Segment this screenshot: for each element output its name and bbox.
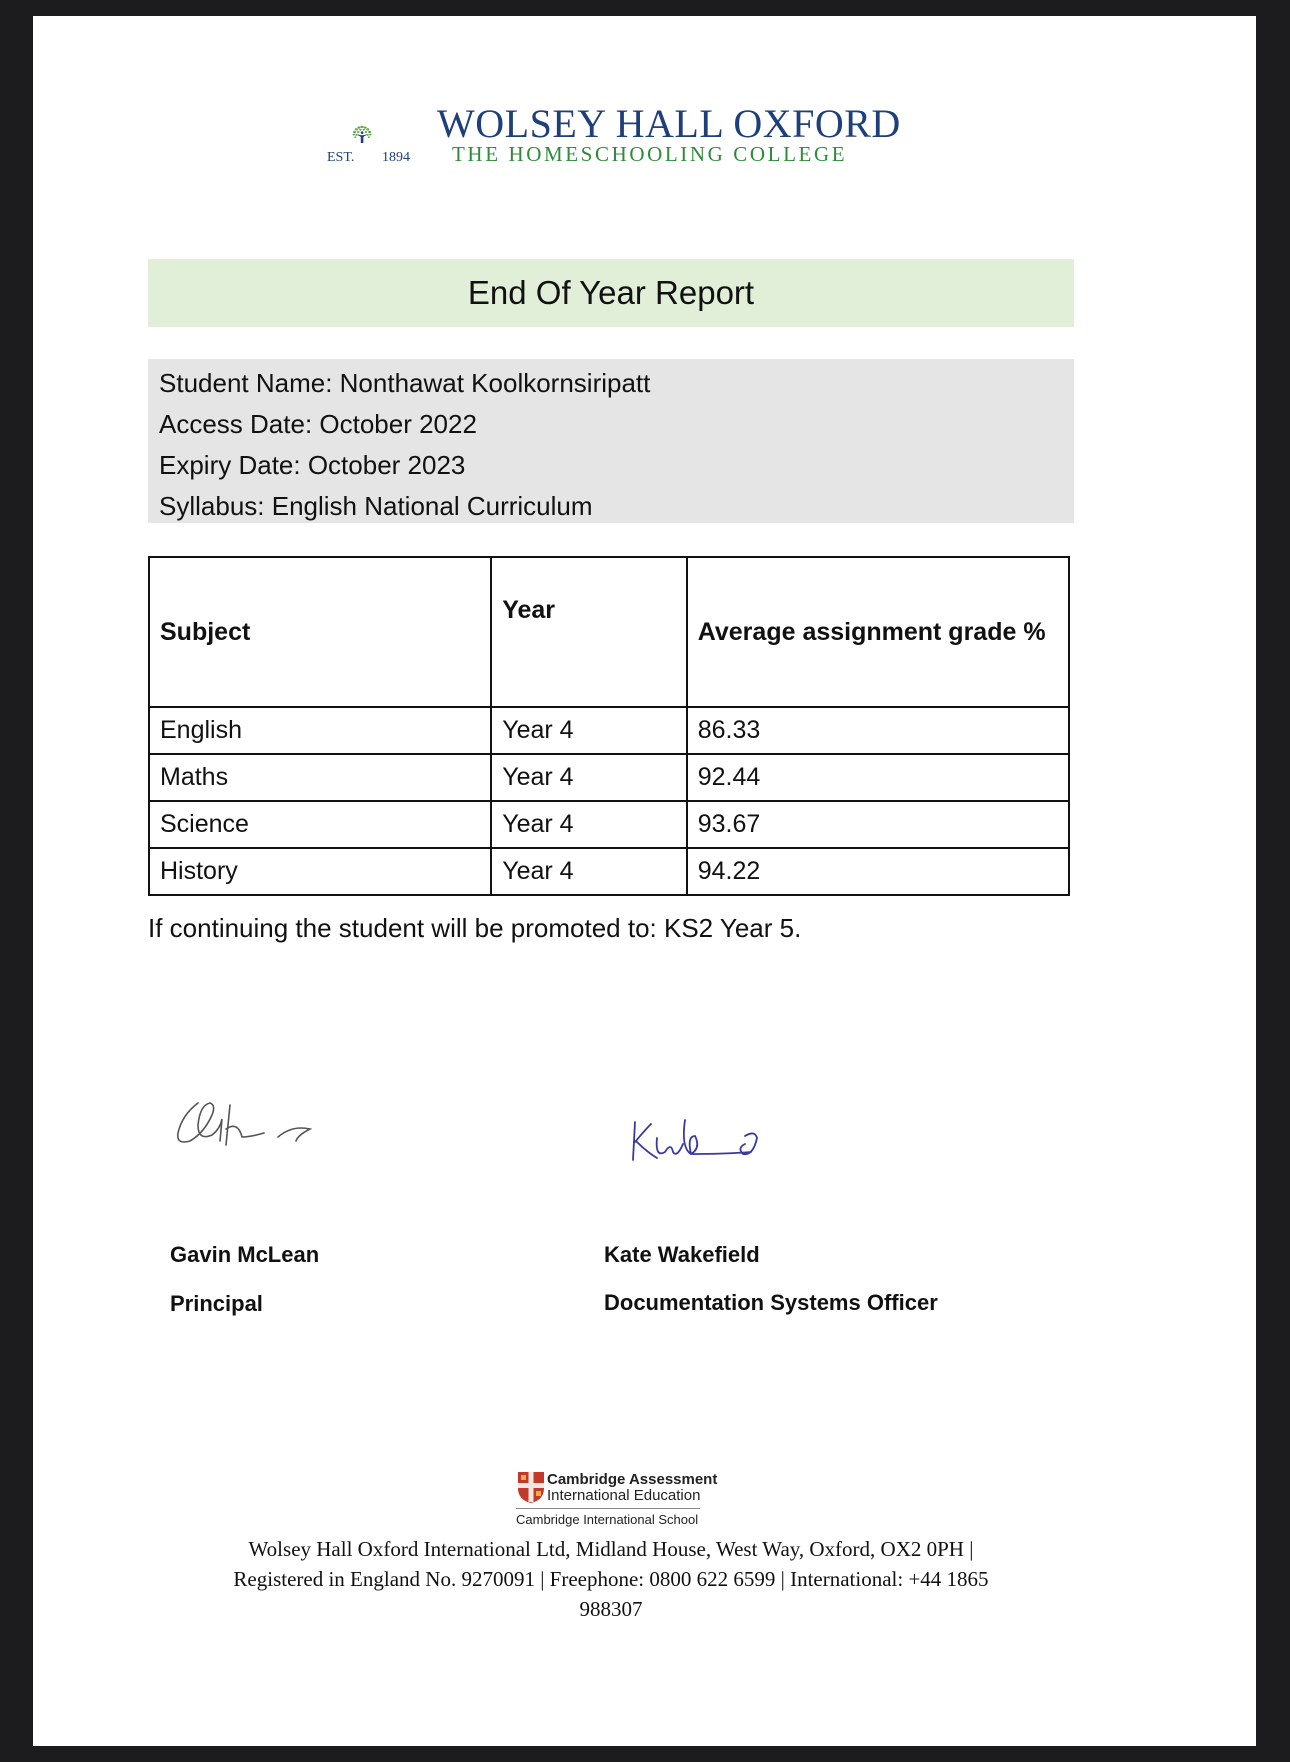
year-cell: Year 4	[491, 848, 687, 895]
student-name: Student Name: Nonthawat Koolkornsiripatt	[159, 368, 651, 398]
table-row	[149, 848, 1069, 895]
logo-est-label: EST.	[327, 150, 355, 165]
header-year: Year	[491, 557, 687, 707]
signature-documentation-officer	[595, 1108, 795, 1178]
subject-cell: English	[149, 707, 491, 754]
report-title-band	[148, 259, 1074, 327]
year-cell: Year 4	[491, 707, 687, 754]
syllabus: Syllabus: English National Curriculum	[159, 491, 593, 521]
subject-cell: Science	[149, 801, 491, 848]
year-cell: Year 4	[491, 754, 687, 801]
report-title: End Of Year Report	[467, 274, 755, 311]
table-row	[149, 754, 1069, 801]
logo-est-year: 1894	[382, 150, 410, 165]
grade-cell: 86.33	[687, 707, 1069, 754]
footer-line: Wolsey Hall Oxford International Ltd, Midland House, West Way, Oxford, OX2 0PH |	[248, 1537, 974, 1561]
cambridge-divider	[516, 1508, 700, 1509]
officer-name: Kate Wakefield	[604, 1242, 760, 1267]
expiry-date: Expiry Date: October 2023	[159, 450, 466, 480]
access-date: Access Date: October 2022	[159, 409, 477, 439]
grade-cell: 92.44	[687, 754, 1069, 801]
grade-cell: 93.67	[687, 801, 1069, 848]
subject-cell: History	[149, 848, 491, 895]
principal-role: Principal	[170, 1291, 263, 1316]
cambridge-line-1: Cambridge Assessment	[547, 1471, 718, 1488]
officer-role: Documentation Systems Officer	[604, 1290, 938, 1315]
signature-principal	[160, 1075, 350, 1165]
logo-tagline: THE HOMESCHOOLING COLLEGE	[452, 142, 848, 166]
cambridge-line-2: International Education	[547, 1487, 701, 1504]
cambridge-line-3: Cambridge International School	[516, 1512, 699, 1527]
table-header-row	[149, 557, 1069, 707]
grades-table	[148, 556, 1070, 896]
table-row	[149, 707, 1069, 754]
grade-cell: 94.22	[687, 848, 1069, 895]
subject-cell: Maths	[149, 754, 491, 801]
header-average-grade: Average assignment grade %	[687, 557, 1069, 707]
footer-line: Registered in England No. 9270091 | Freephone: 0800 622 6599 | International: +44 1865	[233, 1567, 989, 1591]
table-row	[149, 801, 1069, 848]
year-cell: Year 4	[491, 801, 687, 848]
header-subject: Subject	[149, 557, 491, 707]
principal-name: Gavin McLean	[170, 1242, 320, 1267]
promotion-statement: If continuing the student will be promoted to: KS2 Year 5.	[148, 913, 802, 943]
cambridge-shield-icon	[516, 1470, 546, 1504]
footer-line: 988307	[579, 1597, 643, 1621]
student-info-block	[148, 359, 1074, 523]
footer-address	[148, 1534, 1074, 1624]
logo-name: WOLSEY HALL OXFORD	[437, 101, 901, 146]
